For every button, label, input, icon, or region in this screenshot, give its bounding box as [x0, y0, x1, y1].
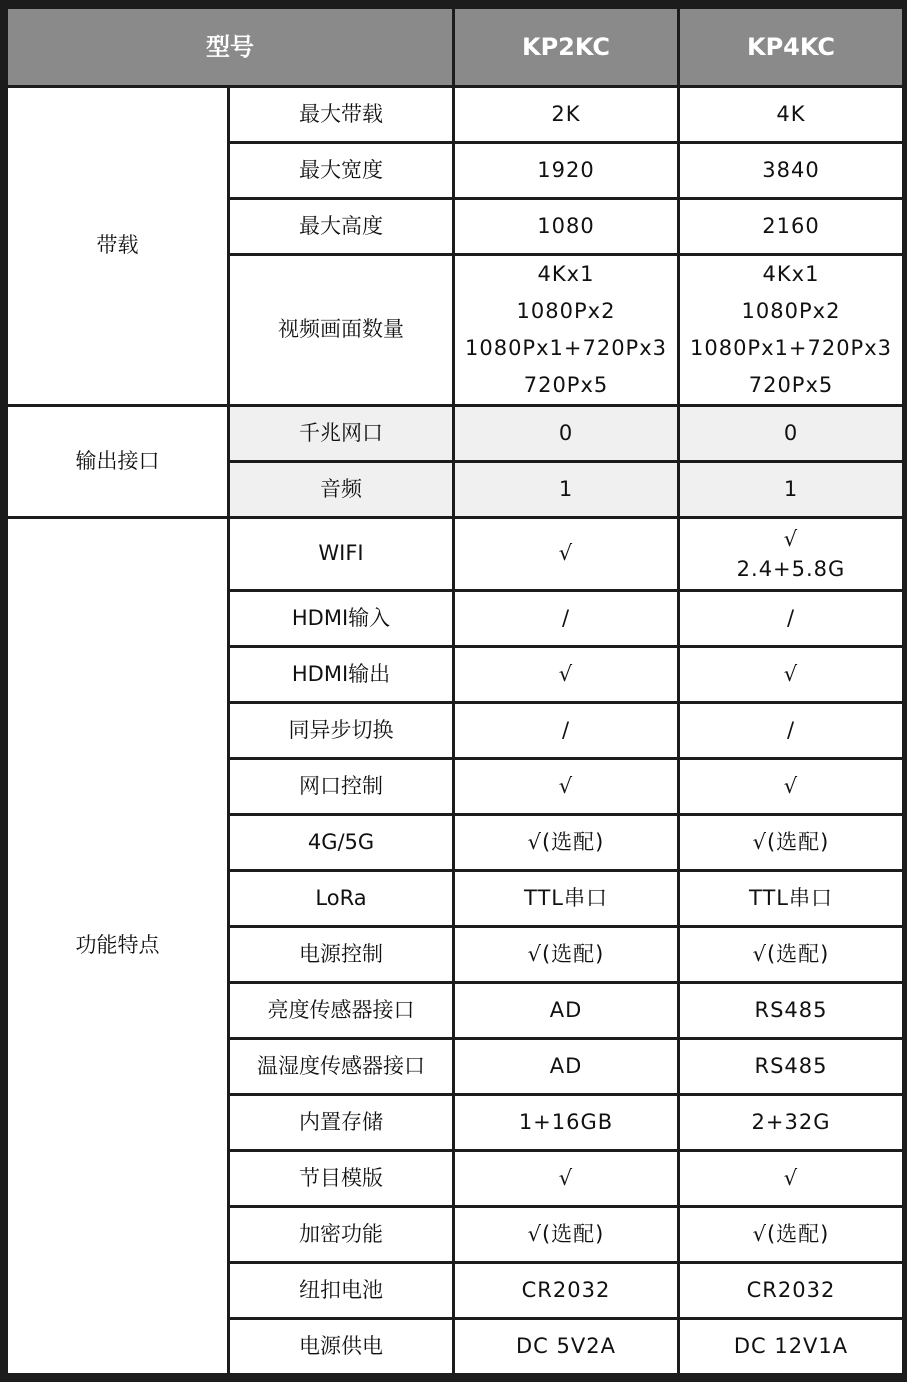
model-kp2kc-header: KP2KC — [455, 9, 677, 85]
value-kp4kc — [680, 519, 902, 589]
feature-label: 最大带载 — [230, 88, 452, 141]
spec-table — [5, 6, 905, 1376]
feature-label: 音频 — [230, 463, 452, 516]
value-line: 4Kx1 — [762, 262, 820, 286]
value-kp2kc: √(选配) — [455, 1208, 677, 1261]
feature-label: HDMI输入 — [230, 592, 452, 645]
value-line: 2.4+5.8G — [736, 557, 846, 581]
value-kp4kc: 1 — [680, 463, 902, 516]
value-line: 1080Px1+720Px3 — [464, 336, 668, 360]
value-kp2kc: √(选配) — [455, 928, 677, 981]
value-kp4kc: 0 — [680, 407, 902, 460]
value-line: 720Px5 — [748, 373, 834, 397]
value-kp2kc: 1 — [455, 463, 677, 516]
value-kp2kc: 1+16GB — [455, 1096, 677, 1149]
value-kp4kc: √ — [680, 760, 902, 813]
category-load: 带载 — [8, 88, 227, 404]
value-kp2kc: TTL串口 — [455, 872, 677, 925]
value-kp2kc: AD — [455, 984, 677, 1037]
value-kp2kc: DC 5V2A — [455, 1320, 677, 1373]
value-kp4kc: CR2032 — [680, 1264, 902, 1317]
feature-label: 加密功能 — [230, 1208, 452, 1261]
feature-label: 电源控制 — [230, 928, 452, 981]
value-kp4kc: TTL串口 — [680, 872, 902, 925]
model-kp4kc-header: KP4KC — [680, 9, 902, 85]
value-kp4kc: √ — [680, 648, 902, 701]
value-kp2kc: 2K — [455, 88, 677, 141]
value-kp2kc: √ — [455, 1152, 677, 1205]
value-line: √ — [783, 527, 799, 551]
category-output: 输出接口 — [8, 407, 227, 516]
table-row — [8, 519, 902, 589]
table-row — [8, 407, 902, 460]
value-kp4kc: √(选配) — [680, 1208, 902, 1261]
feature-label: 网口控制 — [230, 760, 452, 813]
feature-label: 4G/5G — [230, 816, 452, 869]
feature-label: WIFI — [230, 519, 452, 589]
value-kp2kc: 0 — [455, 407, 677, 460]
table-row — [8, 88, 902, 141]
feature-label: 纽扣电池 — [230, 1264, 452, 1317]
value-line: 1080Px2 — [741, 299, 841, 323]
category-features: 功能特点 — [8, 519, 227, 1373]
feature-label: 温湿度传感器接口 — [230, 1040, 452, 1093]
value-kp4kc: √ — [680, 1152, 902, 1205]
value-kp4kc: 2+32G — [680, 1096, 902, 1149]
value-kp4kc: / — [680, 592, 902, 645]
feature-label: 节目模版 — [230, 1152, 452, 1205]
value-kp2kc: / — [455, 704, 677, 757]
value-kp4kc: 2160 — [680, 200, 902, 253]
value-kp2kc: CR2032 — [455, 1264, 677, 1317]
feature-label: 最大高度 — [230, 200, 452, 253]
feature-label: 电源供电 — [230, 1320, 452, 1373]
value-line: 1080Px2 — [516, 299, 616, 323]
value-kp4kc: √(选配) — [680, 816, 902, 869]
value-kp2kc: √ — [455, 648, 677, 701]
feature-label: 亮度传感器接口 — [230, 984, 452, 1037]
value-line: 720Px5 — [523, 373, 609, 397]
value-kp4kc: RS485 — [680, 1040, 902, 1093]
value-line: 4Kx1 — [537, 262, 595, 286]
value-kp2kc: AD — [455, 1040, 677, 1093]
value-line: 1080Px1+720Px3 — [689, 336, 893, 360]
value-kp4kc — [680, 256, 902, 404]
feature-label: 内置存储 — [230, 1096, 452, 1149]
value-kp4kc: DC 12V1A — [680, 1320, 902, 1373]
model-header: 型号 — [8, 9, 452, 85]
value-kp2kc: 1080 — [455, 200, 677, 253]
value-kp4kc: / — [680, 704, 902, 757]
feature-label: 同异步切换 — [230, 704, 452, 757]
value-kp4kc: 4K — [680, 88, 902, 141]
value-kp2kc: / — [455, 592, 677, 645]
feature-label: 最大宽度 — [230, 144, 452, 197]
value-kp2kc: √ — [455, 760, 677, 813]
value-kp2kc: √(选配) — [455, 816, 677, 869]
value-kp2kc: √ — [455, 519, 677, 589]
value-kp4kc: √(选配) — [680, 928, 902, 981]
value-kp2kc — [455, 256, 677, 404]
feature-label: 千兆网口 — [230, 407, 452, 460]
feature-label: HDMI输出 — [230, 648, 452, 701]
value-kp4kc: 3840 — [680, 144, 902, 197]
feature-label: LoRa — [230, 872, 452, 925]
feature-label: 视频画面数量 — [230, 256, 452, 404]
value-kp2kc: 1920 — [455, 144, 677, 197]
value-kp4kc: RS485 — [680, 984, 902, 1037]
header-row — [8, 9, 902, 85]
